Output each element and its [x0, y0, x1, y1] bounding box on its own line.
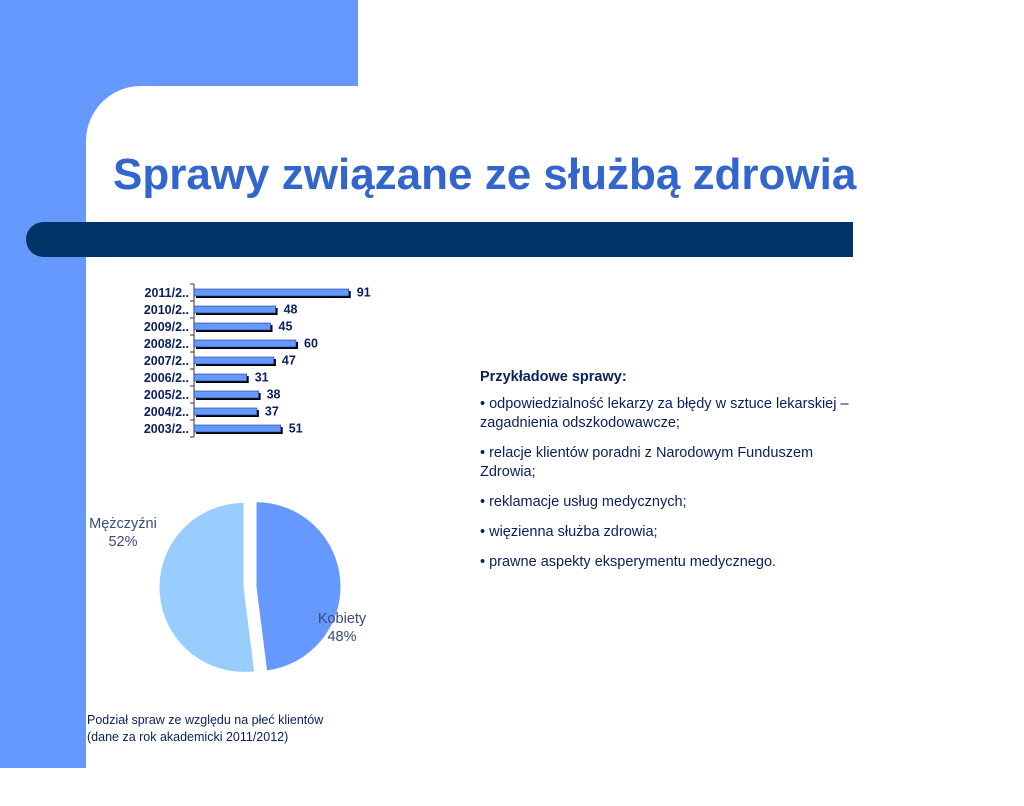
- bar-category-label: 2005/2..: [143, 388, 189, 402]
- examples-item: • odpowiedzialność lekarzy za błędy w sztuce lekarskiej – zagadnienia odszkodowawcze;: [480, 396, 849, 431]
- gender-pie-chart: [80, 492, 380, 682]
- examples-heading: Przykładowe sprawy:: [480, 369, 627, 385]
- bar-value-label: 31: [254, 370, 269, 385]
- pie-caption-line-1: Podział spraw ze względu na płeć klientów: [87, 713, 324, 727]
- bar: [194, 374, 247, 381]
- bar-value-label: 38: [266, 387, 281, 402]
- pie-slice-mezczyzni: [159, 502, 255, 672]
- pie-label: Kobiety: [317, 611, 367, 627]
- bar-category-label: 2007/2..: [143, 354, 189, 368]
- bar: [194, 357, 274, 364]
- bar-category-label: 2008/2..: [143, 337, 189, 351]
- bar-category-label: 2003/2..: [143, 422, 189, 436]
- year-bar-chart: [118, 280, 388, 440]
- bar-value-label: 47: [281, 353, 296, 368]
- pie-caption-line-2: (dane za rok akademicki 2011/2012): [87, 730, 289, 744]
- pie-percent-label: 52%: [108, 534, 138, 550]
- slide-title: Sprawy związane ze służbą zdrowia: [113, 150, 857, 199]
- bar-category-label: 2009/2..: [143, 320, 189, 334]
- pie-caption: [87, 712, 323, 746]
- bar: [194, 408, 257, 415]
- bar-value-label: 91: [356, 285, 371, 300]
- bar-category-label: 2004/2..: [143, 405, 189, 419]
- examples-item: • reklamacje usług medycznych;: [480, 494, 687, 510]
- title-underline-bar: [26, 222, 853, 257]
- pie-slice-kobiety: [256, 502, 341, 671]
- examples-panel: [480, 368, 850, 583]
- bar-value-label: 51: [288, 421, 303, 436]
- bar: [194, 323, 271, 330]
- bar-value-label: 45: [278, 319, 293, 334]
- examples-item: • relacje klientów poradni z Narodowym Funduszem Zdrowia;: [480, 445, 814, 480]
- examples-item: • więzienna służba zdrowia;: [480, 524, 658, 540]
- pie-label: Mężczyźni: [89, 516, 157, 532]
- pie-percent-label: 48%: [327, 629, 357, 645]
- bar: [194, 340, 296, 347]
- bar: [194, 306, 276, 313]
- examples-list: [480, 395, 850, 572]
- bar-value-label: 60: [304, 336, 318, 351]
- bar-category-label: 2011/2..: [144, 286, 189, 300]
- bar-category-label: 2006/2..: [143, 371, 189, 385]
- bar: [194, 391, 259, 398]
- bar-value-label: 48: [283, 302, 298, 317]
- bar: [194, 289, 349, 296]
- bar-category-label: 2010/2..: [143, 303, 189, 317]
- examples-item: • prawne aspekty eksperymentu medycznego.: [480, 554, 777, 570]
- bar: [194, 425, 281, 432]
- bar-value-label: 37: [264, 404, 279, 419]
